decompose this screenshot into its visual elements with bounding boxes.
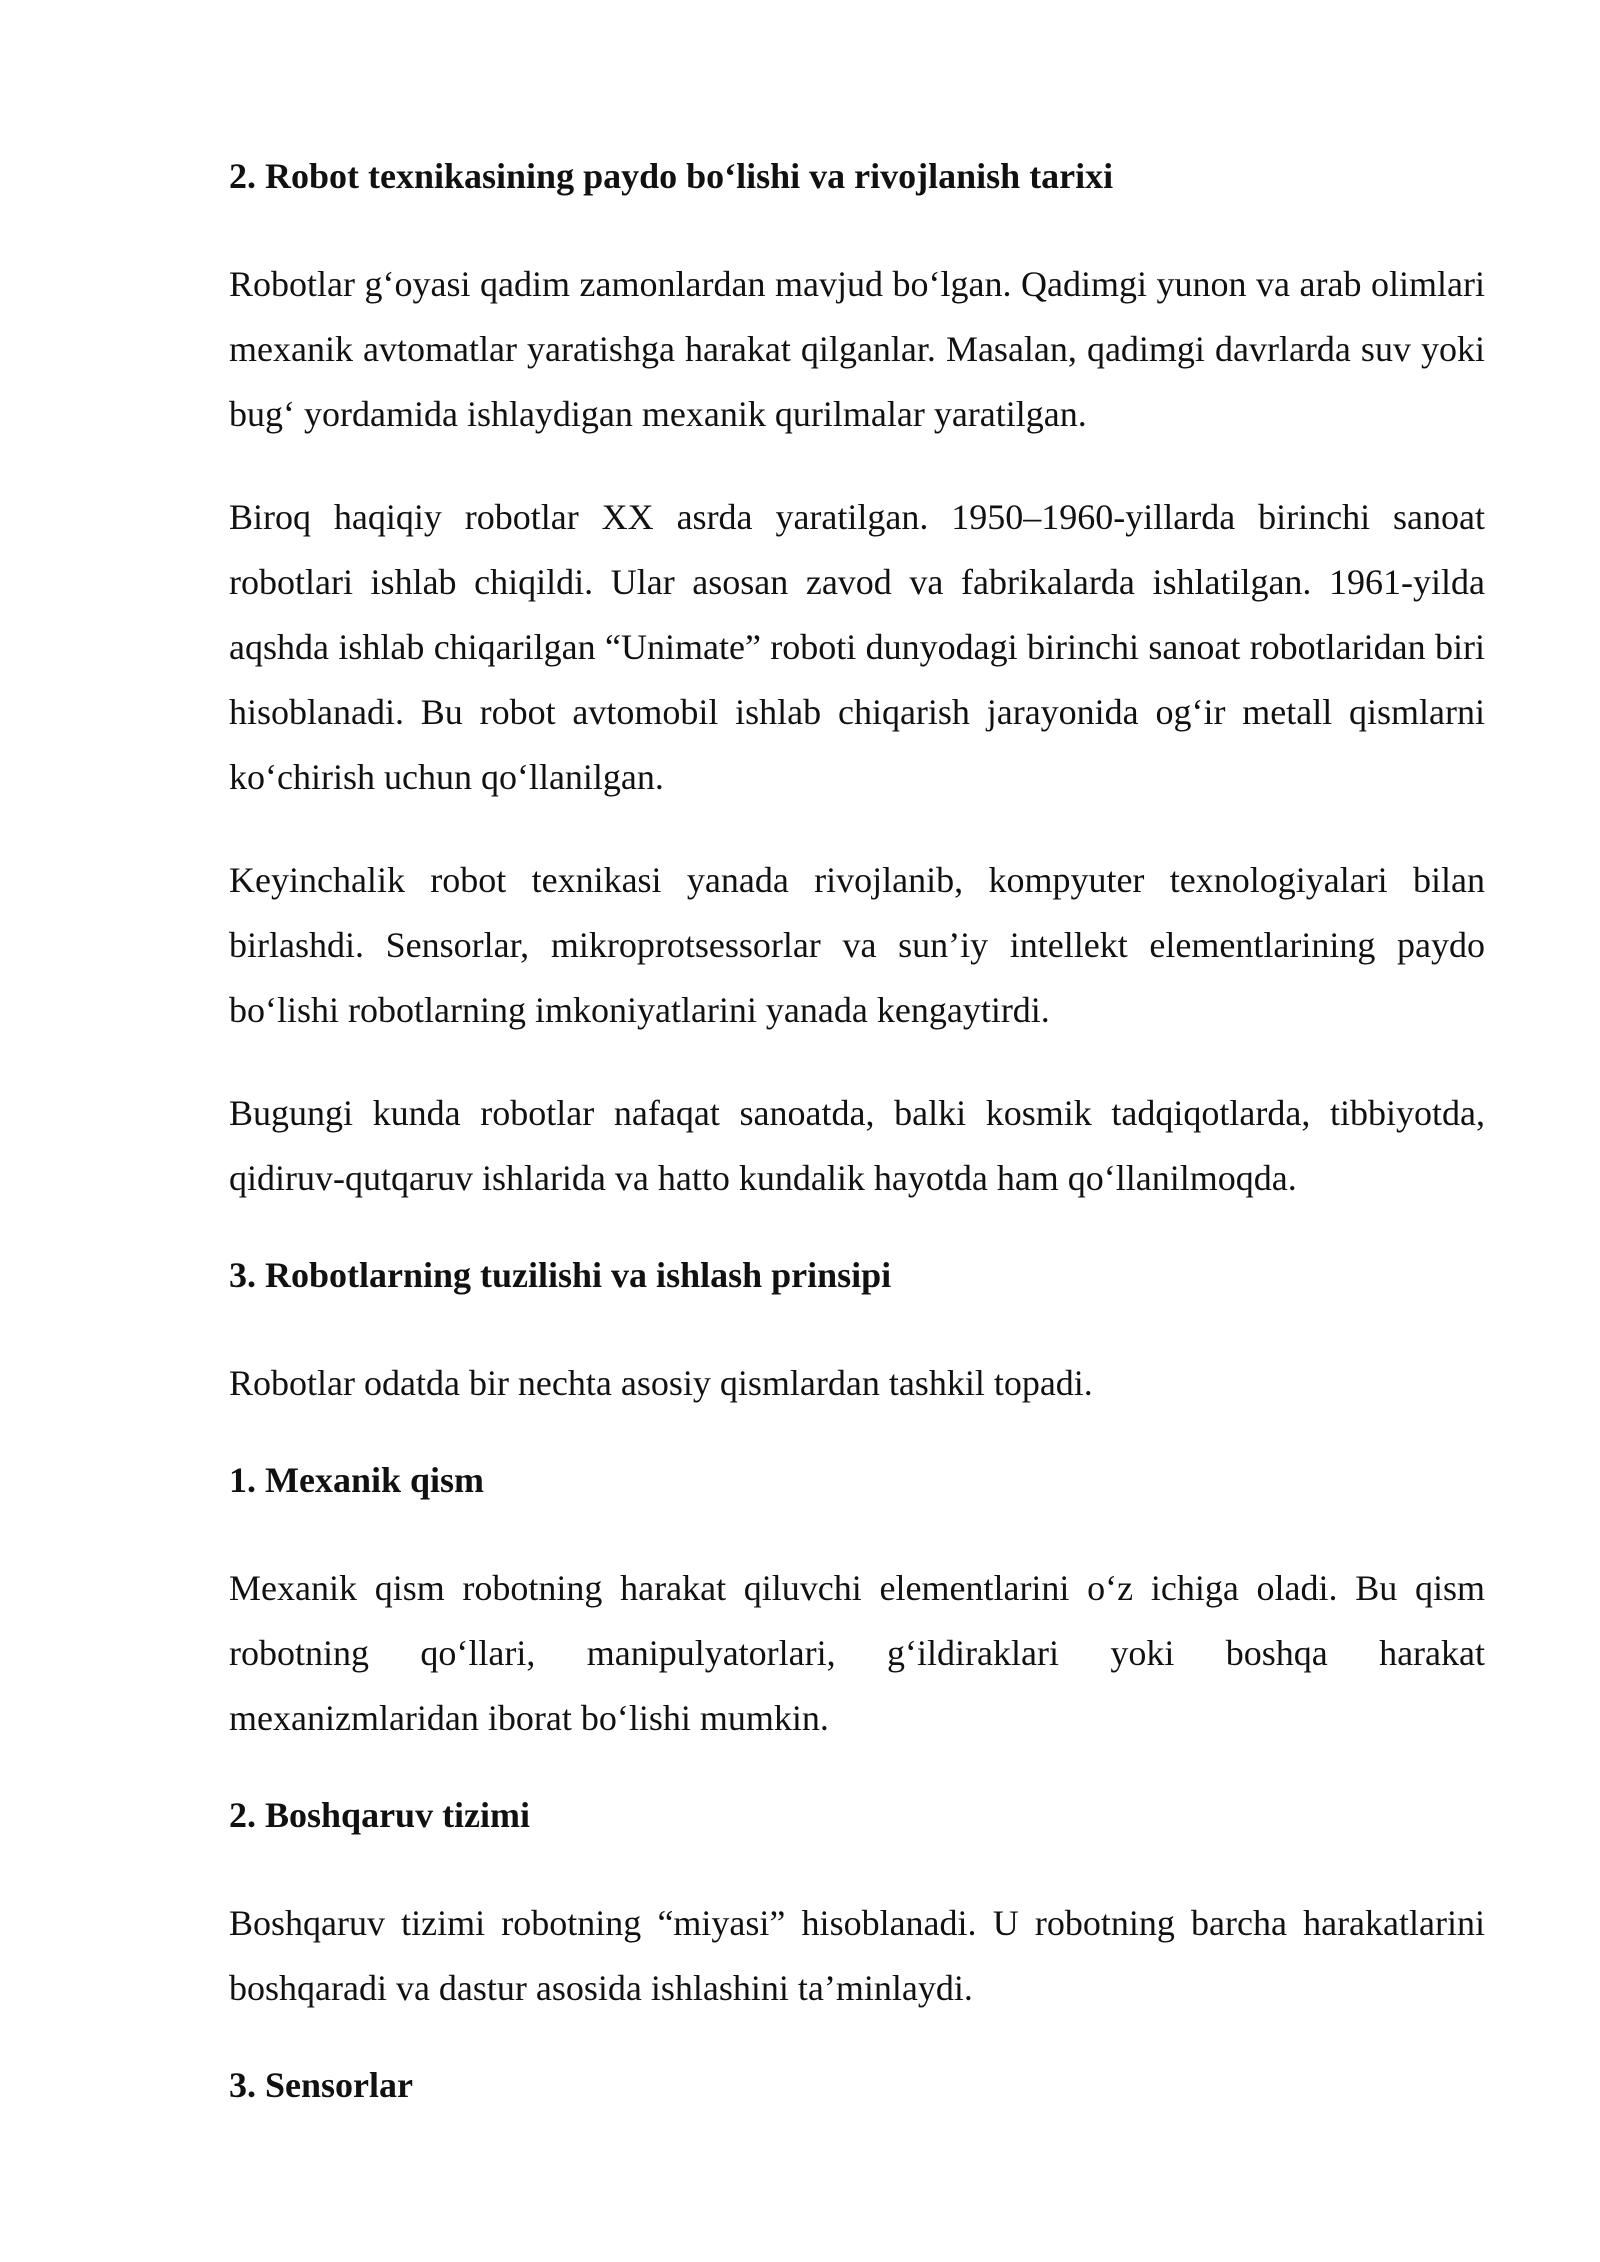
paragraph-twentieth-century: Biroq haqiqiy robotlar XX asrda yaratilgan. 1950–1960-yillarda birinchi sanoat robotlari ishlab chiqildi. Ular asosan zavod va fabrikalarda ishlatilgan. 1961-yilda aqshda ishlab chiqarilgan “Unimate” roboti dunyodagi birinchi sanoat robotlaridan biri hisoblanadi. Bu robot avtomobil ishlab chiqarish jarayonida og‘ir metall qismlarni ko‘chirish uchun qo‘llanilgan. <box>229 497 1485 797</box>
paragraph-ancient-ideas: Robotlar g‘oyasi qadim zamonlardan mavjud bo‘lgan. Qadimgi yunon va arab olimlari mexanik avtomatlar yaratishga harakat qilganlar. Masalan, qadimgi davrlarda suv yoki bug‘ yordamida ishlaydigan mexanik qurilmalar yaratilgan. <box>229 264 1485 434</box>
paragraph-structure-intro: Robotlar odatda bir nechta asosiy qismlardan tashkil topadi. <box>229 1363 1093 1403</box>
document-page <box>229 150 1485 2161</box>
section-heading-history: 2. Robot texnikasining paydo bo‘lishi va rivojlanish tarixi <box>229 156 1114 196</box>
paragraph-mechanical-part: Mexanik qism robotning harakat qiluvchi elementlarini o‘z ichiga oladi. Bu qism robotning qo‘llari, manipulyatorlari, g‘ildiraklari yoki boshqa harakat mexanizmlaridan iborat bo‘lishi mumkin. <box>229 1568 1485 1738</box>
subheading-sensors: 3. Sensorlar <box>229 2065 413 2105</box>
paragraph-today: Bugungi kunda robotlar nafaqat sanoatda, balki kosmik tadqiqotlarda, tibbiyotda, qidiruv-qutqaruv ishlarida va hatto kundalik hayotda ham qo‘llanilmoqda. <box>229 1093 1485 1198</box>
paragraph-control-system: Boshqaruv tizimi robotning “miyasi” hisoblanadi. U robotning barcha harakatlarini boshqaradi va dastur asosida ishlashini ta’minlaydi. <box>229 1903 1485 2008</box>
paragraph-later-development: Keyinchalik robot texnikasi yanada rivojlanib, kompyuter texnologiyalari bilan birlashdi. Sensorlar, mikroprotsessorlar va sun’iy intellekt elementlarining paydo bo‘lishi robotlarning imkoniyatlarini yanada kengaytirdi. <box>229 860 1485 1030</box>
section-heading-structure: 3. Robotlarning tuzilishi va ishlash prinsipi <box>229 1255 892 1295</box>
subheading-control-system: 2. Boshqaruv tizimi <box>229 1795 531 1835</box>
subheading-mechanical-part: 1. Mexanik qism <box>229 1460 485 1500</box>
